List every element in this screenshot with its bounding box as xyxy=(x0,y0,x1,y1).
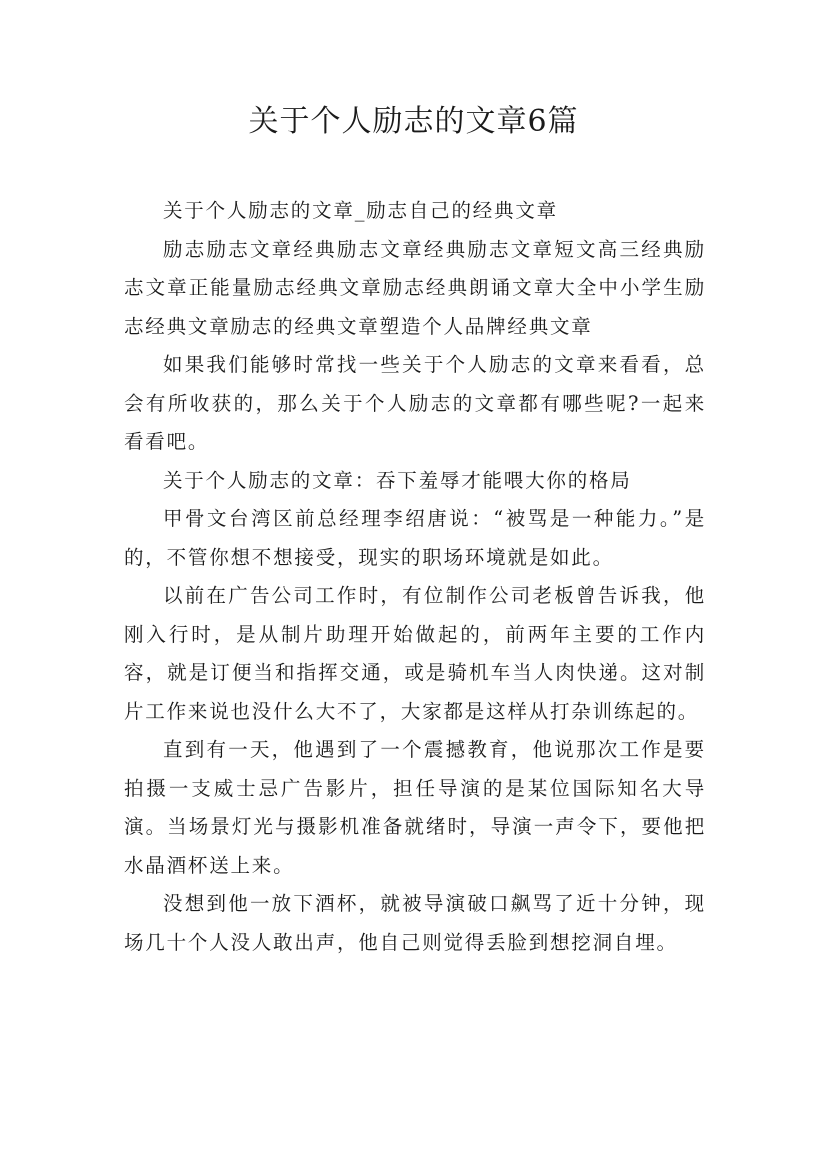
paragraph: 关于个人励志的文章：吞下羞辱才能喂大你的格局 xyxy=(163,468,632,492)
paragraph: 以前在广告公司工作时，有位制作公司老板曾告诉我，他刚入行时，是从制片助理开始做起的，前两年主要的工作内容，就是订便当和指挥交通，或是骑机车当人肉快递。这对制片工作来说也没什么大不了，大家都是这样从打杂训练起的。 xyxy=(124,584,706,723)
paragraph: 直到有一天，他遇到了一个震撼教育，他说那次工作是要拍摄一支威士忌广告影片，担任导演的是某位国际知名大导演。当场景灯光与摄影机准备就绪时，导演一声令下，要他把水晶酒杯送上来。 xyxy=(124,738,706,877)
document-title: 关于个人励志的文章6篇 xyxy=(248,104,579,139)
paragraph: 关于个人励志的文章_励志自己的经典文章 xyxy=(163,199,558,222)
document-body xyxy=(124,192,706,962)
paragraph: 励志励志文章经典励志文章经典励志文章短文高三经典励志文章正能量励志经典文章励志经典朗诵文章大全中小学生励志经典文章励志的经典文章塑造个人品牌经典文章 xyxy=(124,237,706,338)
paragraph: 如果我们能够时常找一些关于个人励志的文章来看看，总会有所收获的，那么关于个人励志的文章都有哪些呢?一起来看看吧。 xyxy=(124,353,706,453)
paragraph: 没想到他一放下酒杯，就被导演破口飙骂了近十分钟，现场几十个人没人敢出声，他自己则觉得丢脸到想挖洞自埋。 xyxy=(124,892,706,954)
paragraph: 甲骨文台湾区前总经理李绍唐说：“被骂是一种能力。”是的，不管你想不想接受，现实的职场环境就是如此。 xyxy=(124,507,706,569)
